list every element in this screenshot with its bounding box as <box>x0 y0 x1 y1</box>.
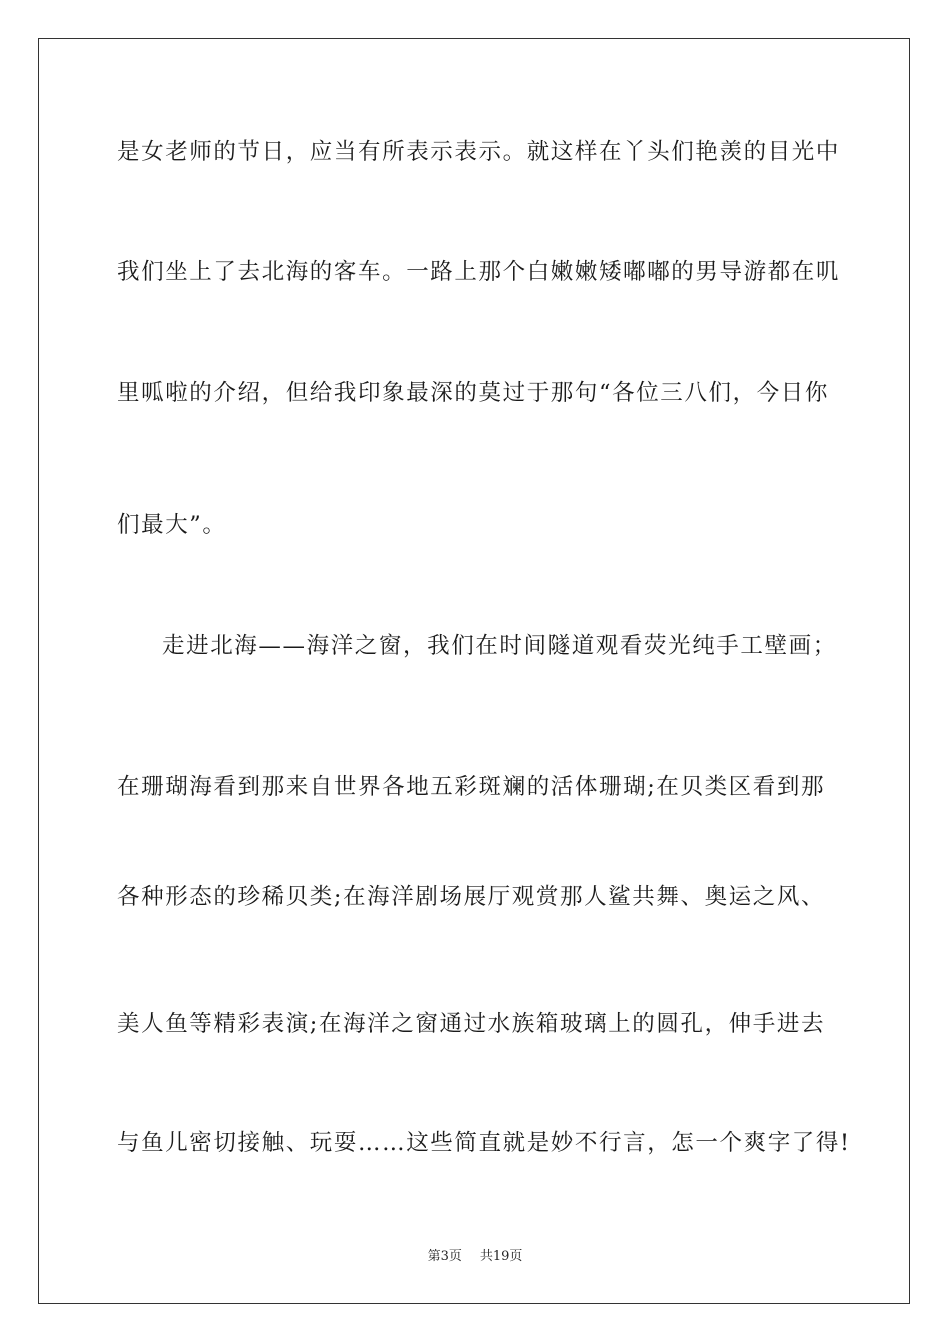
page-border <box>38 38 910 1304</box>
paragraph-2-line-2: 在珊瑚海看到那来自世界各地五彩斑斓的活体珊瑚;在贝类区看到那 <box>117 774 826 800</box>
page-footer <box>0 1248 950 1266</box>
paragraph-2-line-5: 与鱼儿密切接触、玩耍……这些简直就是妙不行言，怎一个爽字了得! <box>117 1130 851 1156</box>
page-total: 共19页 <box>479 1249 523 1264</box>
paragraph-2-line-4: 美人鱼等精彩表演;在海洋之窗通过水族箱玻璃上的圆孔，伸手进去 <box>117 1011 826 1037</box>
paragraph-1-line-1: 是女老师的节日，应当有所表示表示。就这样在丫头们艳羡的目光中 <box>117 139 841 165</box>
paragraph-1-line-2: 我们坐上了去北海的客车。一路上那个白嫩嫩矮嘟嘟的男导游都在叽 <box>117 259 841 285</box>
page-number: 第3页 <box>427 1249 462 1264</box>
paragraph-2-line-1: 走进北海——海洋之窗，我们在时间隧道观看荧光纯手工壁画； <box>162 633 837 659</box>
paragraph-1-line-3: 里呱啦的介绍，但给我印象最深的莫过于那句“各位三八们，今日你 <box>117 380 830 406</box>
paragraph-2-line-3: 各种形态的珍稀贝类;在海洋剧场展厅观赏那人鲨共舞、奥运之风、 <box>117 884 826 910</box>
paragraph-1-line-4: 们最大”。 <box>117 512 227 538</box>
